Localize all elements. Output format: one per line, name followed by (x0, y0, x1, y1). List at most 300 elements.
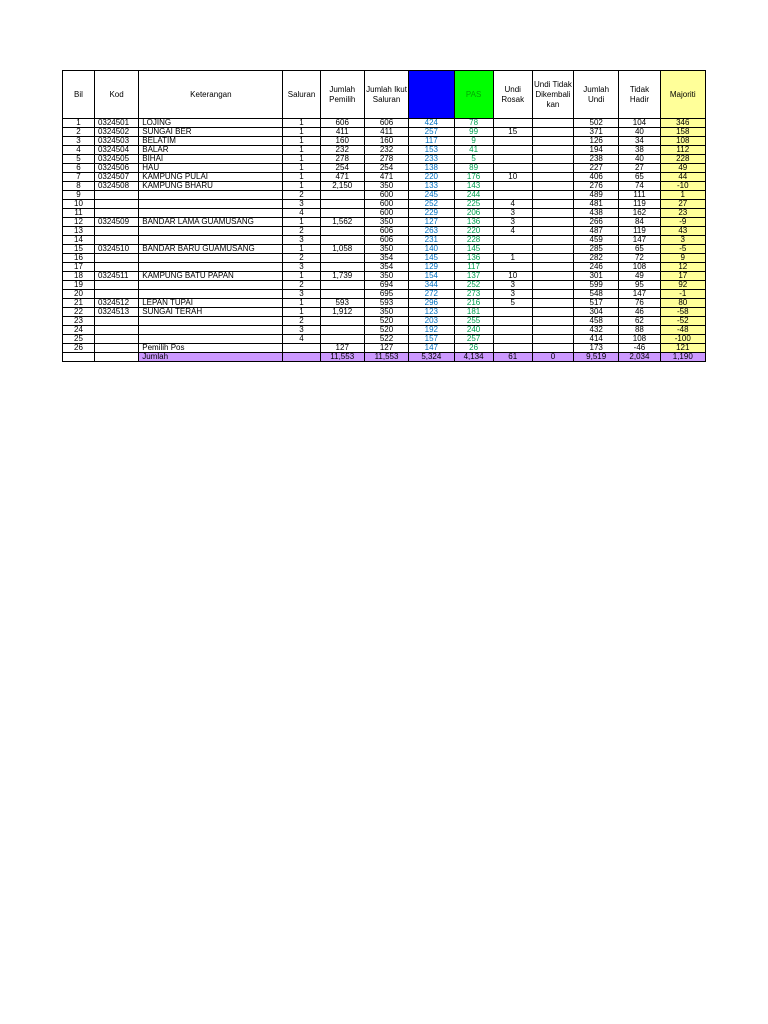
cell-rosak (493, 317, 532, 326)
cell-bil: 1 (63, 119, 95, 128)
cell-ikut: 354 (364, 263, 408, 272)
cell-tidak-hadir: 34 (619, 137, 660, 146)
cell-ikut: 350 (364, 218, 408, 227)
cell-bn: 192 (409, 326, 454, 335)
cell-jumlah-undi: 414 (574, 335, 619, 344)
cell-pemilih (320, 290, 364, 299)
cell-bil: 16 (63, 254, 95, 263)
cell-tidak-kembali (532, 254, 573, 263)
cell-saluran: 2 (283, 254, 320, 263)
cell-pas: 41 (454, 146, 493, 155)
cell-bil: 5 (63, 155, 95, 164)
cell-kod (94, 326, 138, 335)
cell-bil: 13 (63, 227, 95, 236)
cell-tidak-hadir: 62 (619, 317, 660, 326)
cell-tidak-hadir: 65 (619, 173, 660, 182)
cell-majoriti: -5 (660, 245, 705, 254)
cell-jumlah-undi: 548 (574, 290, 619, 299)
cell-saluran: 3 (283, 290, 320, 299)
cell-ikut: 695 (364, 290, 408, 299)
cell-majoriti: -52 (660, 317, 705, 326)
cell-pemilih: 160 (320, 137, 364, 146)
cell-bil: 22 (63, 308, 95, 317)
cell-majoriti: 80 (660, 299, 705, 308)
cell-bn: 263 (409, 227, 454, 236)
cell-ikut: 606 (364, 236, 408, 245)
cell-pas: 89 (454, 164, 493, 173)
cell-tidak-hadir: 95 (619, 281, 660, 290)
cell-keterangan (139, 236, 283, 245)
cell-tidak-kembali (532, 263, 573, 272)
cell-pemilih (320, 317, 364, 326)
cell-pemilih (320, 281, 364, 290)
cell-tidak-kembali (532, 155, 573, 164)
table-row (63, 335, 706, 344)
total-bil (63, 353, 95, 362)
cell-ikut: 278 (364, 155, 408, 164)
cell-pas: 117 (454, 263, 493, 272)
cell-rosak (493, 191, 532, 200)
cell-bn: 153 (409, 146, 454, 155)
cell-saluran: 3 (283, 326, 320, 335)
cell-keterangan (139, 227, 283, 236)
cell-tidak-hadir: 40 (619, 128, 660, 137)
cell-kod: 0324502 (94, 128, 138, 137)
cell-saluran: 1 (283, 272, 320, 281)
cell-bn: 231 (409, 236, 454, 245)
table-row (63, 146, 706, 155)
cell-bn: 154 (409, 272, 454, 281)
cell-jumlah-undi: 406 (574, 173, 619, 182)
cell-kod (94, 209, 138, 218)
cell-majoriti: 108 (660, 137, 705, 146)
total-kod (94, 353, 138, 362)
cell-bn: 140 (409, 245, 454, 254)
cell-keterangan: SUNGAI TERAH (139, 308, 283, 317)
cell-tidak-hadir: 72 (619, 254, 660, 263)
cell-rosak: 3 (493, 281, 532, 290)
cell-pas: 257 (454, 335, 493, 344)
cell-kod (94, 254, 138, 263)
header-pas: PAS (454, 71, 493, 119)
table-row (63, 254, 706, 263)
cell-pemilih: 411 (320, 128, 364, 137)
cell-kod (94, 281, 138, 290)
cell-majoriti: 1 (660, 191, 705, 200)
cell-kod: 0324509 (94, 218, 138, 227)
cell-saluran: 1 (283, 182, 320, 191)
cell-ikut: 160 (364, 137, 408, 146)
cell-keterangan: BANDAR LAMA GUAMUSANG (139, 218, 283, 227)
table-row (63, 317, 706, 326)
table-row (63, 164, 706, 173)
cell-bn: 127 (409, 218, 454, 227)
cell-saluran: 1 (283, 299, 320, 308)
cell-ikut: 354 (364, 254, 408, 263)
cell-tidak-kembali (532, 308, 573, 317)
cell-ikut: 600 (364, 200, 408, 209)
cell-majoriti: 9 (660, 254, 705, 263)
cell-tidak-hadir: 111 (619, 191, 660, 200)
table-row (63, 263, 706, 272)
cell-tidak-kembali (532, 173, 573, 182)
cell-majoriti: 121 (660, 344, 705, 353)
cell-saluran: 1 (283, 173, 320, 182)
cell-ikut: 522 (364, 335, 408, 344)
cell-tidak-hadir: 49 (619, 272, 660, 281)
cell-ikut: 600 (364, 209, 408, 218)
table-row (63, 299, 706, 308)
table-row (63, 227, 706, 236)
cell-saluran: 2 (283, 227, 320, 236)
cell-bn: 424 (409, 119, 454, 128)
header-bil: Bil (63, 71, 95, 119)
cell-keterangan: KAMPUNG BATU PAPAN (139, 272, 283, 281)
cell-pemilih: 1,912 (320, 308, 364, 317)
cell-jumlah-undi: 173 (574, 344, 619, 353)
cell-bn: 252 (409, 200, 454, 209)
cell-tidak-kembali (532, 200, 573, 209)
table-row (63, 128, 706, 137)
cell-majoriti: 92 (660, 281, 705, 290)
cell-jumlah-undi: 487 (574, 227, 619, 236)
table-row (63, 119, 706, 128)
table-row (63, 245, 706, 254)
table-row (63, 155, 706, 164)
table-row (63, 191, 706, 200)
cell-pas: 137 (454, 272, 493, 281)
cell-pemilih: 1,739 (320, 272, 364, 281)
cell-majoriti: -58 (660, 308, 705, 317)
cell-saluran: 2 (283, 191, 320, 200)
cell-keterangan: KAMPUNG BHARU (139, 182, 283, 191)
cell-bil: 3 (63, 137, 95, 146)
cell-pas: 240 (454, 326, 493, 335)
cell-tidak-kembali (532, 191, 573, 200)
cell-ikut: 350 (364, 182, 408, 191)
cell-pemilih (320, 263, 364, 272)
cell-pemilih (320, 200, 364, 209)
cell-rosak: 5 (493, 299, 532, 308)
table-row (63, 344, 706, 353)
cell-rosak (493, 245, 532, 254)
cell-pas: 228 (454, 236, 493, 245)
cell-tidak-kembali (532, 137, 573, 146)
cell-bil: 19 (63, 281, 95, 290)
cell-bn: 220 (409, 173, 454, 182)
total-majoriti: 1,190 (660, 353, 705, 362)
total-tidak-hadir: 2,034 (619, 353, 660, 362)
cell-tidak-kembali (532, 119, 573, 128)
cell-keterangan: BANDAR BARU GUAMUSANG (139, 245, 283, 254)
cell-bil: 21 (63, 299, 95, 308)
cell-rosak: 15 (493, 128, 532, 137)
cell-keterangan: KAMPUNG PULAI (139, 173, 283, 182)
cell-tidak-hadir: 119 (619, 200, 660, 209)
cell-majoriti: -48 (660, 326, 705, 335)
total-pemilih: 11,553 (320, 353, 364, 362)
cell-bn: 129 (409, 263, 454, 272)
header-jumlah-pemilih: Jumlah Pemilih (320, 71, 364, 119)
cell-ikut: 350 (364, 308, 408, 317)
cell-tidak-kembali (532, 236, 573, 245)
cell-ikut: 600 (364, 191, 408, 200)
cell-majoriti: 17 (660, 272, 705, 281)
cell-tidak-hadir: 119 (619, 227, 660, 236)
cell-tidak-hadir: 84 (619, 218, 660, 227)
cell-bn: 245 (409, 191, 454, 200)
total-pas: 4,134 (454, 353, 493, 362)
cell-ikut: 232 (364, 146, 408, 155)
cell-jumlah-undi: 276 (574, 182, 619, 191)
cell-kod: 0324506 (94, 164, 138, 173)
cell-jumlah-undi: 481 (574, 200, 619, 209)
cell-bn: 145 (409, 254, 454, 263)
cell-rosak (493, 164, 532, 173)
cell-rosak (493, 344, 532, 353)
cell-kod (94, 191, 138, 200)
header-undi-rosak: Undi Rosak (493, 71, 532, 119)
cell-bn: 344 (409, 281, 454, 290)
cell-kod: 0324511 (94, 272, 138, 281)
cell-bil: 20 (63, 290, 95, 299)
cell-rosak (493, 119, 532, 128)
cell-jumlah-undi: 238 (574, 155, 619, 164)
table-row (63, 218, 706, 227)
cell-majoriti: 43 (660, 227, 705, 236)
header-jumlah-undi: Jumlah Undi (574, 71, 619, 119)
cell-saluran: 1 (283, 137, 320, 146)
table-row (63, 236, 706, 245)
cell-tidak-hadir: 27 (619, 164, 660, 173)
cell-rosak (493, 308, 532, 317)
cell-jumlah-undi: 517 (574, 299, 619, 308)
cell-majoriti: -100 (660, 335, 705, 344)
cell-saluran: 1 (283, 146, 320, 155)
cell-keterangan (139, 335, 283, 344)
cell-saluran: 1 (283, 308, 320, 317)
cell-pas: 181 (454, 308, 493, 317)
cell-kod (94, 200, 138, 209)
cell-keterangan: SUNGAI BER (139, 128, 283, 137)
total-row (63, 353, 706, 362)
cell-ikut: 593 (364, 299, 408, 308)
header-tidak-hadir: Tidak Hadir (619, 71, 660, 119)
cell-keterangan: BALAR (139, 146, 283, 155)
cell-pas: 244 (454, 191, 493, 200)
cell-keterangan (139, 281, 283, 290)
cell-jumlah-undi: 489 (574, 191, 619, 200)
results-table (62, 70, 706, 362)
cell-bn: 257 (409, 128, 454, 137)
cell-pemilih: 1,562 (320, 218, 364, 227)
cell-keterangan (139, 326, 283, 335)
cell-majoriti: 158 (660, 128, 705, 137)
header-bn: BN (409, 71, 454, 119)
cell-bn: 203 (409, 317, 454, 326)
cell-keterangan: LOJING (139, 119, 283, 128)
cell-bil: 25 (63, 335, 95, 344)
cell-ikut: 350 (364, 245, 408, 254)
cell-bil: 7 (63, 173, 95, 182)
cell-bn: 133 (409, 182, 454, 191)
cell-tidak-hadir: 162 (619, 209, 660, 218)
cell-pas: 225 (454, 200, 493, 209)
table-row (63, 182, 706, 191)
cell-pemilih: 471 (320, 173, 364, 182)
cell-tidak-hadir: 46 (619, 308, 660, 317)
cell-saluran: 1 (283, 245, 320, 254)
cell-rosak: 3 (493, 218, 532, 227)
cell-jumlah-undi: 194 (574, 146, 619, 155)
cell-kod (94, 227, 138, 236)
cell-bn: 229 (409, 209, 454, 218)
cell-jumlah-undi: 459 (574, 236, 619, 245)
cell-saluran: 1 (283, 218, 320, 227)
table-row (63, 281, 706, 290)
cell-jumlah-undi: 502 (574, 119, 619, 128)
cell-bil: 6 (63, 164, 95, 173)
cell-jumlah-undi: 227 (574, 164, 619, 173)
cell-bil: 26 (63, 344, 95, 353)
cell-keterangan (139, 263, 283, 272)
cell-jumlah-undi: 282 (574, 254, 619, 263)
cell-majoriti: -1 (660, 290, 705, 299)
cell-kod: 0324501 (94, 119, 138, 128)
cell-keterangan: HAU (139, 164, 283, 173)
cell-bn: 272 (409, 290, 454, 299)
cell-bil: 18 (63, 272, 95, 281)
table-row (63, 209, 706, 218)
cell-saluran: 1 (283, 164, 320, 173)
cell-jumlah-undi: 371 (574, 128, 619, 137)
cell-rosak (493, 182, 532, 191)
header-jumlah-ikut-saluran: Jumlah Ikut Saluran (364, 71, 408, 119)
cell-rosak: 4 (493, 227, 532, 236)
cell-pemilih (320, 227, 364, 236)
cell-majoriti: 44 (660, 173, 705, 182)
cell-pas: 143 (454, 182, 493, 191)
table-row (63, 272, 706, 281)
cell-majoriti: 228 (660, 155, 705, 164)
cell-bil: 23 (63, 317, 95, 326)
cell-tidak-kembali (532, 344, 573, 353)
cell-bil: 15 (63, 245, 95, 254)
cell-pas: 252 (454, 281, 493, 290)
cell-pas: 136 (454, 218, 493, 227)
cell-pas: 273 (454, 290, 493, 299)
cell-jumlah-undi: 246 (574, 263, 619, 272)
cell-kod (94, 263, 138, 272)
cell-tidak-hadir: 88 (619, 326, 660, 335)
total-jumlah-undi: 9,519 (574, 353, 619, 362)
cell-keterangan: BELATIM (139, 137, 283, 146)
total-rosak: 61 (493, 353, 532, 362)
table-row (63, 137, 706, 146)
cell-rosak: 10 (493, 272, 532, 281)
table-row (63, 326, 706, 335)
cell-bn: 123 (409, 308, 454, 317)
cell-rosak (493, 326, 532, 335)
cell-pemilih: 232 (320, 146, 364, 155)
cell-tidak-kembali (532, 326, 573, 335)
cell-bn: 147 (409, 344, 454, 353)
cell-tidak-hadir: 147 (619, 236, 660, 245)
cell-pemilih (320, 236, 364, 245)
cell-pas: 136 (454, 254, 493, 263)
cell-pas: 255 (454, 317, 493, 326)
cell-pas: 176 (454, 173, 493, 182)
cell-tidak-hadir: 108 (619, 335, 660, 344)
cell-pemilih (320, 326, 364, 335)
cell-pas: 206 (454, 209, 493, 218)
cell-pas: 78 (454, 119, 493, 128)
cell-tidak-kembali (532, 335, 573, 344)
cell-tidak-kembali (532, 227, 573, 236)
cell-majoriti: 112 (660, 146, 705, 155)
cell-pemilih (320, 254, 364, 263)
cell-tidak-kembali (532, 317, 573, 326)
cell-jumlah-undi: 458 (574, 317, 619, 326)
cell-kod: 0324513 (94, 308, 138, 317)
cell-kod (94, 290, 138, 299)
cell-jumlah-undi: 126 (574, 137, 619, 146)
cell-tidak-kembali (532, 164, 573, 173)
table-row (63, 290, 706, 299)
cell-ikut: 350 (364, 272, 408, 281)
cell-pemilih: 2,150 (320, 182, 364, 191)
cell-jumlah-undi: 285 (574, 245, 619, 254)
cell-pemilih: 606 (320, 119, 364, 128)
cell-bil: 2 (63, 128, 95, 137)
cell-tidak-hadir: 147 (619, 290, 660, 299)
cell-bn: 157 (409, 335, 454, 344)
cell-kod (94, 344, 138, 353)
cell-bil: 24 (63, 326, 95, 335)
header-saluran: Saluran (283, 71, 320, 119)
table-row (63, 173, 706, 182)
cell-pemilih: 593 (320, 299, 364, 308)
cell-kod: 0324507 (94, 173, 138, 182)
cell-tidak-kembali (532, 281, 573, 290)
cell-kod (94, 236, 138, 245)
cell-pas: 26 (454, 344, 493, 353)
cell-saluran: 1 (283, 128, 320, 137)
cell-keterangan: Pemilih Pos (139, 344, 283, 353)
cell-tidak-hadir: 38 (619, 146, 660, 155)
cell-tidak-kembali (532, 272, 573, 281)
cell-bil: 4 (63, 146, 95, 155)
cell-pas: 99 (454, 128, 493, 137)
cell-tidak-kembali (532, 128, 573, 137)
total-saluran (283, 353, 320, 362)
cell-kod: 0324503 (94, 137, 138, 146)
cell-keterangan: LEPAN TUPAI (139, 299, 283, 308)
cell-tidak-kembali (532, 299, 573, 308)
cell-saluran: 3 (283, 236, 320, 245)
cell-tidak-hadir: -46 (619, 344, 660, 353)
cell-saluran: 3 (283, 263, 320, 272)
cell-saluran: 2 (283, 317, 320, 326)
cell-rosak (493, 146, 532, 155)
cell-rosak (493, 137, 532, 146)
cell-ikut: 520 (364, 317, 408, 326)
cell-keterangan (139, 209, 283, 218)
cell-tidak-kembali (532, 182, 573, 191)
cell-bn: 138 (409, 164, 454, 173)
cell-kod: 0324512 (94, 299, 138, 308)
cell-keterangan (139, 200, 283, 209)
